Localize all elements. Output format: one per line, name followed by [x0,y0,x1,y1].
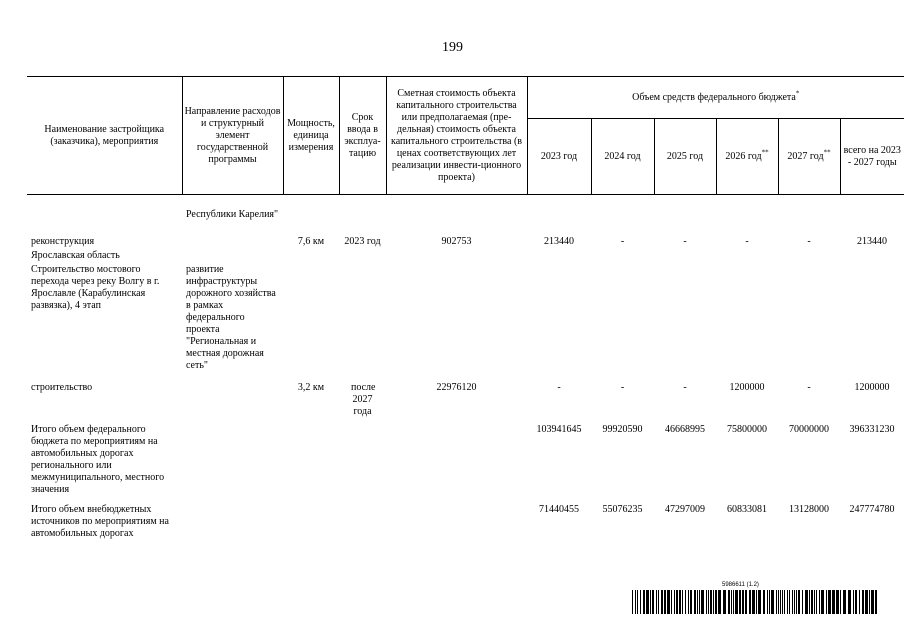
row-deadline: после 2027 года [351,381,376,417]
row-value: - [745,235,749,247]
row-value: 1200000 [729,381,765,393]
row-value [654,249,716,263]
row-value: 103941645 [536,423,582,435]
table-row [27,381,904,423]
row-name: строительство [31,381,93,393]
row-value [527,263,591,381]
row-total: 1200000 [854,381,890,393]
row-value [778,263,840,381]
row-capacity: 3,2 км [297,381,325,393]
row-capacity: 7,6 км [297,235,325,247]
row-value: - [683,381,687,393]
barcode-icon [632,590,878,614]
row-value [778,249,840,263]
page-number: 199 [442,40,463,55]
row-name [27,195,182,235]
header-direction: Направление расходов и структурный элемент государственной программы [182,77,283,195]
row-direction [182,381,283,423]
header-year: 2027 год** [778,119,840,195]
row-value: 55076235 [602,503,643,515]
header-deadline: Срок ввода в эксплуа-тацию [339,77,386,195]
row-deadline: 2023 год [344,235,381,247]
row-cost [386,249,527,263]
header-name: Наименование застройщика (заказчика), мероприятия [27,77,182,195]
table-header [27,77,904,195]
row-deadline [339,423,386,503]
row-value [527,249,591,263]
row-name: Ярославская область [31,249,120,261]
row-value: - [807,235,811,247]
row-value [716,195,778,235]
budget-table [27,76,904,543]
row-value [527,195,591,235]
row-name: Итого объем внебюджетных источников по мероприятиям на автомобильных дорогах [31,503,169,539]
row-total: 213440 [857,235,887,247]
row-deadline [339,249,386,263]
table-row [27,503,904,543]
barcode-label: 5986611 (1.2) [722,582,759,588]
row-value: - [620,235,625,247]
row-direction [182,235,283,249]
row-total: 396331230 [849,423,895,435]
table-body [27,195,904,543]
row-direction [182,503,283,543]
row-total: 247774780 [849,503,895,515]
row-value [591,195,654,235]
header-capacity: Мощность, единица измерения [283,77,339,195]
row-value [716,249,778,263]
row-cost [386,195,527,235]
row-value: - [807,381,811,393]
row-value: 70000000 [789,423,829,435]
row-value: 13128000 [789,503,829,515]
row-value: 46668995 [665,423,705,435]
row-value [654,195,716,235]
row-value: 60833081 [727,503,767,515]
header-budget-group: Объем средств федерального бюджета* [527,77,904,119]
row-capacity [283,249,339,263]
row-value: - [620,381,625,393]
row-capacity [283,263,339,381]
row-deadline [339,263,386,381]
row-total [840,249,904,263]
row-value [778,195,840,235]
header-year: 2025 год [654,119,716,195]
row-direction [182,423,283,503]
row-value [591,249,654,263]
row-cost: 22976120 [436,381,477,393]
row-value [716,263,778,381]
header-year: 2023 год [527,119,591,195]
row-cost: 902753 [441,235,472,247]
row-name: реконструкция [31,235,95,247]
row-value: - [557,381,561,393]
row-cost [386,503,527,543]
row-direction: развитие инфраструктуры дорожного хозяйства в рамках федерального проекта "Региональная и местная дорожная сеть" [186,263,276,371]
row-deadline [339,503,386,543]
table-row [27,195,904,235]
row-value: 75800000 [727,423,767,435]
row-total [840,263,904,381]
row-capacity [283,503,339,543]
row-cost [386,263,527,381]
header-total: всего на 2023 - 2027 годы [840,119,904,195]
row-direction: Республики Карелия" [186,209,279,220]
header-year: 2026 год** [716,119,778,195]
table-row [27,249,904,263]
row-value: 71440455 [539,503,579,515]
row-value [591,263,654,381]
table-row [27,423,904,503]
row-direction [182,249,283,263]
row-value: 47297009 [665,503,705,515]
row-value: - [683,235,687,247]
row-capacity [283,423,339,503]
row-capacity [283,195,339,235]
row-value: 99920590 [602,423,643,435]
row-cost [386,423,527,503]
row-total [840,195,904,235]
header-cost: Сметная стоимость объекта капитального строительства или предполагаемая (пре-дельная) стоимость объекта капитального строительства (в ценах соответствующих лет реализации инвести-ционного проекта) [386,77,527,195]
table-row [27,235,904,249]
table-row [27,263,904,381]
row-name: Строительство мостового перехода через реку Волгу в г. Ярославле (Карабулинская развязка), 4 этап [31,263,160,311]
row-name: Итого объем федерального бюджета по мероприятиям на автомобильных дорогах регионального или межмуниципального, местного значения [31,423,165,495]
row-deadline [339,195,386,235]
row-value: 213440 [544,235,574,247]
header-year: 2024 год [591,119,654,195]
row-value [654,263,716,381]
